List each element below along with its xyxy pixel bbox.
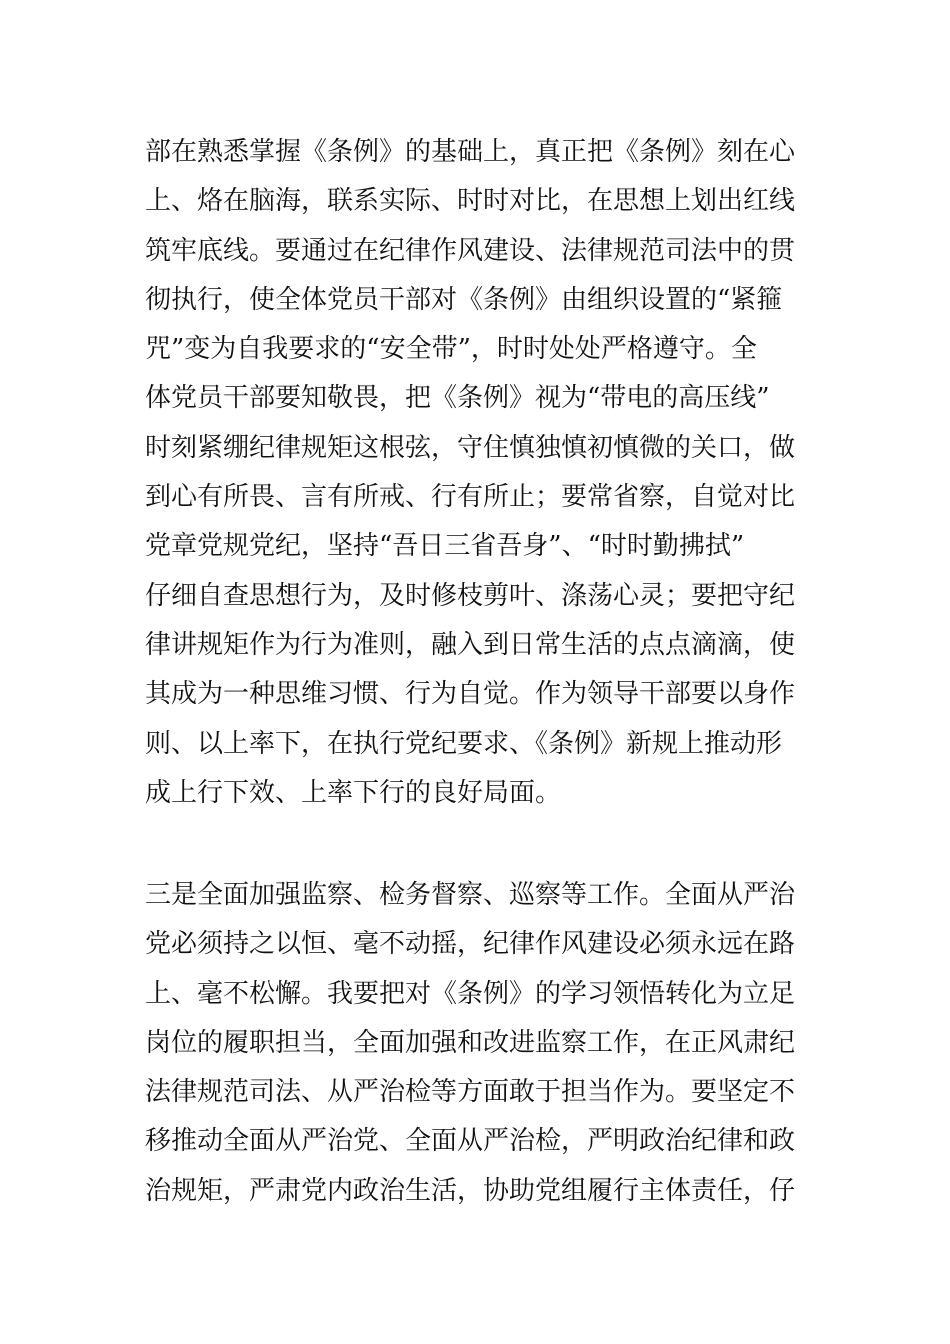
paragraph-2: [145, 871, 815, 1216]
paragraph-line: 移推动全面从严治党、全面从严治检，严明政治纪律和政: [145, 1126, 796, 1157]
paragraph-line: 仔细自查思想行为，及时修枝剪叶、涤荡心灵；要把守纪: [145, 580, 796, 611]
paragraph-line: 到心有所畏、言有所戒、行有所止；要常省察，自觉对比: [145, 482, 796, 513]
paragraph-line: 三是全面加强监察、检务督察、巡察等工作。全面从严治: [145, 880, 796, 910]
paragraph-line: 治规矩，严肃党内政治生活，协助党组履行主体责任，仔: [145, 1175, 796, 1206]
paragraph-line: 则、以上率下，在执行党纪要求、《条例》新规上推动形: [145, 728, 783, 759]
paragraph-line: 上、烙在脑海，联系实际、时时对比，在思想上划出红线: [145, 186, 796, 217]
paragraph-line: 成上行下效、上率下行的良好局面。: [145, 777, 562, 808]
paragraph-1: [145, 128, 815, 818]
paragraph-line: 其成为一种思维习惯、行为自觉。作为领导干部要以身作: [145, 679, 796, 710]
paragraph-line: 体党员干部要知敬畏，把《条例》视为“带电的高压线”: [145, 383, 770, 414]
paragraph-line: 党必须持之以恒、毫不动摇，纪律作风建设必须永远在路: [145, 929, 796, 960]
paragraph-line: 党章党规党纪，坚持“吾日三省吾身”、“时时勤拂拭”: [145, 531, 745, 562]
paragraph-line: 咒”变为自我要求的“安全带”，时时处处严格遵守。全: [145, 334, 757, 365]
paragraph-line: 上、毫不松懈。我要把对《条例》的学习领悟转化为立足: [145, 978, 796, 1009]
paragraph-line: 部在熟悉掌握《条例》的基础上，真正把《条例》刻在心: [145, 137, 796, 167]
paragraph-line: 法律规范司法、从严治检等方面敢于担当作为。要坚定不: [145, 1077, 796, 1108]
paragraph-line: 时刻紧绷纪律规矩这根弦，守住慎独慎初慎微的关口，做: [145, 432, 796, 463]
paragraph-line: 彻执行，使全体党员干部对《条例》由组织设置的“紧箍: [145, 284, 783, 315]
paragraph-line: 筑牢底线。要通过在纪律作风建设、法律规范司法中的贯: [145, 235, 796, 266]
paragraph-line: 岗位的履职担当，全面加强和改进监察工作，在正风肃纪: [145, 1027, 796, 1058]
paragraph-line: 律讲规矩作为行为准则，融入到日常生活的点点滴滴，使: [145, 629, 796, 660]
